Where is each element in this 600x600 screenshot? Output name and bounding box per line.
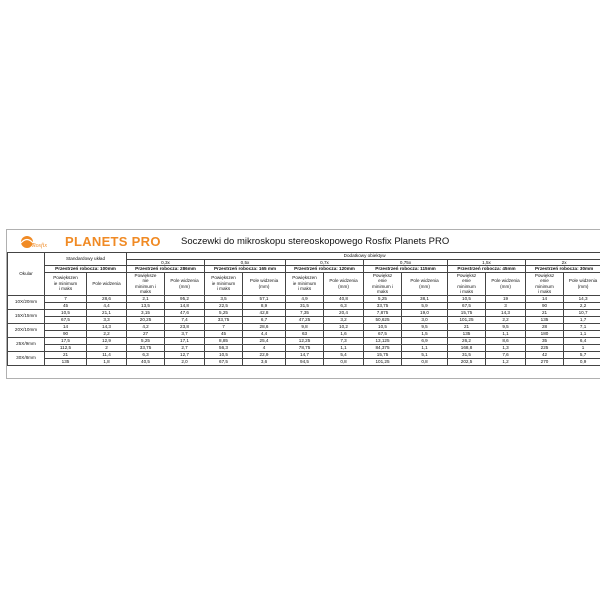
table-cell: 6,9 xyxy=(402,337,448,344)
table-cell: 4,2 xyxy=(127,323,165,330)
table-cell: 4 xyxy=(243,344,286,351)
objective-name: 1,5x xyxy=(448,259,526,266)
okular-value: 30X/8mm xyxy=(8,351,45,365)
table-cell: 1,3 xyxy=(486,344,526,351)
table-cell: 1,1 xyxy=(486,330,526,337)
table-cell: 101,25 xyxy=(448,316,486,323)
table-row xyxy=(8,295,600,302)
table-cell: 28,6 xyxy=(243,323,286,330)
workspace-label: Przestrzeń robocza: 45mm xyxy=(448,266,526,273)
table-cell: 57,1 xyxy=(243,295,286,302)
table-cell: 2,1 xyxy=(127,295,165,302)
table-cell: 84,375 xyxy=(364,344,402,351)
table-cell: 25,4 xyxy=(243,337,286,344)
dodatkowy-header: Dodatkowy obiektyw xyxy=(127,253,600,260)
table-cell: 21 xyxy=(448,323,486,330)
objective-name: 0,5x xyxy=(205,259,286,266)
table-cell: 42 xyxy=(526,351,564,358)
table-cell: 50,625 xyxy=(364,316,402,323)
table-cell: 0,8 xyxy=(402,358,448,365)
okular-value: 15X/15mm xyxy=(8,309,45,323)
table-cell: 10,5 xyxy=(45,309,87,316)
table-cell: 28,6 xyxy=(87,295,127,302)
table-cell: 1,2 xyxy=(486,358,526,365)
svg-text:Rosfix: Rosfix xyxy=(32,243,47,249)
table-row xyxy=(8,337,600,344)
table-cell: 2,7 xyxy=(165,344,205,351)
table-cell: 5,7 xyxy=(564,351,600,358)
table-cell: 7,6 xyxy=(486,351,526,358)
table-cell: 5,25 xyxy=(127,337,165,344)
magnification-label: Powiększen ie minimum i maks xyxy=(205,272,243,295)
table-cell: 33,75 xyxy=(364,302,402,309)
table-cell: 45 xyxy=(205,330,243,337)
header-row-workspace xyxy=(8,266,600,273)
table-cell: 6,4 xyxy=(564,337,600,344)
table-cell: 21 xyxy=(45,351,87,358)
table-cell: 7,1 xyxy=(564,323,600,330)
table-cell: 270 xyxy=(526,358,564,365)
table-cell: 7 xyxy=(205,323,243,330)
objective-name: 0,7x xyxy=(286,259,364,266)
table-cell: 7,875 xyxy=(364,309,402,316)
table-cell: 38,1 xyxy=(402,295,448,302)
table-cell: 1,5 xyxy=(402,330,448,337)
table-cell: 7 xyxy=(45,295,87,302)
table-cell: 19 xyxy=(486,295,526,302)
table-cell: 5,25 xyxy=(205,309,243,316)
table-cell: 67,5 xyxy=(364,330,402,337)
table-cell: 7,35 xyxy=(286,309,324,316)
magnification-label: Powiększen ie minimum i maks xyxy=(45,272,87,295)
table-cell: 1,8 xyxy=(87,358,127,365)
rosfix-logo-icon xyxy=(19,233,55,250)
table-cell: 33,75 xyxy=(127,344,165,351)
table-cell: 23,8 xyxy=(165,323,205,330)
table-cell: 1,1 xyxy=(564,330,600,337)
workspace-label: Przestrzeń robocza: 120mm xyxy=(286,266,364,273)
table-cell: 3,0 xyxy=(402,316,448,323)
table-cell: 14 xyxy=(526,295,564,302)
table-cell: 1,7 xyxy=(564,316,600,323)
magnification-label: Powiększen ie minimum i maks xyxy=(286,272,324,295)
table-cell: 101,25 xyxy=(364,358,402,365)
table-cell: 2,2 xyxy=(87,330,127,337)
table-cell: 8,6 xyxy=(486,337,526,344)
table-cell: 20,25 xyxy=(127,316,165,323)
table-cell: 10,5 xyxy=(364,323,402,330)
table-cell: 5,4 xyxy=(324,351,364,358)
objective-name: 0,3x xyxy=(127,259,205,266)
table-cell: 2,2 xyxy=(564,302,600,309)
table-cell: 22,9 xyxy=(243,351,286,358)
table-cell: 12,25 xyxy=(286,337,324,344)
table-row xyxy=(8,330,600,337)
fov-label: Pole widzenia (mm) xyxy=(165,272,205,295)
table-cell: 40,8 xyxy=(324,295,364,302)
table-cell: 10,2 xyxy=(324,323,364,330)
table-cell: 0,9 xyxy=(564,358,600,365)
table-cell: 12,9 xyxy=(87,337,127,344)
table-cell: 3,3 xyxy=(87,316,127,323)
fov-label: Pole widzenia xyxy=(87,272,127,295)
table-cell: 33,75 xyxy=(205,316,243,323)
magnification-label: Powiększ enie minimum i maks xyxy=(526,272,564,295)
brand-header xyxy=(7,230,600,252)
workspace-label: Przestrzeń robocza: 165 mm xyxy=(205,266,286,273)
table-cell: 28 xyxy=(526,323,564,330)
table-cell: 4,4 xyxy=(243,330,286,337)
table-row xyxy=(8,358,600,365)
table-cell: 63 xyxy=(286,330,324,337)
workspace-label: Przestrzeń robocza: 115mm xyxy=(364,266,448,273)
table-cell: 10,5 xyxy=(448,295,486,302)
table-row xyxy=(8,323,600,330)
table-cell: 5,25 xyxy=(364,295,402,302)
brand-name: PLANETS PRO xyxy=(65,234,161,249)
table-cell: 2,0 xyxy=(165,358,205,365)
okular-value: 10X/20mm xyxy=(8,295,45,309)
table-cell: 22,5 xyxy=(205,302,243,309)
spec-sheet xyxy=(6,229,600,379)
table-cell: 45 xyxy=(45,302,87,309)
table-cell: 135 xyxy=(526,316,564,323)
table-cell: 202,5 xyxy=(448,358,486,365)
fov-label: Pole widzenia (mm) xyxy=(564,272,600,295)
table-cell: 7,4 xyxy=(165,316,205,323)
table-cell: 10,5 xyxy=(205,351,243,358)
table-cell: 10,7 xyxy=(564,309,600,316)
standard-header: Standardowy układ xyxy=(45,253,127,266)
table-cell: 5,1 xyxy=(402,351,448,358)
table-cell: 8,9 xyxy=(243,302,286,309)
table-cell: 4,4 xyxy=(87,302,127,309)
table-cell: 17,5 xyxy=(45,337,87,344)
table-cell: 56,3 xyxy=(205,344,243,351)
table-cell: 1,1 xyxy=(324,344,364,351)
table-cell: 7,3 xyxy=(324,337,364,344)
table-row xyxy=(8,316,600,323)
table-cell: 31,5 xyxy=(286,302,324,309)
workspace-label: Przestrzeń robocza: 30mm xyxy=(526,266,600,273)
table-cell: 19,0 xyxy=(402,309,448,316)
specs-table xyxy=(7,252,600,366)
table-row xyxy=(8,309,600,316)
table-cell: 9,5 xyxy=(486,323,526,330)
table-cell: 47,25 xyxy=(286,316,324,323)
table-cell: 6,3 xyxy=(127,351,165,358)
magnification-label: Powiększ enie minimum i maks xyxy=(448,272,486,295)
table-cell: 3,15 xyxy=(127,309,165,316)
table-cell: 9,5 xyxy=(402,323,448,330)
table-cell: 9,8 xyxy=(286,323,324,330)
okular-value: 25X/9mm xyxy=(8,337,45,351)
fov-label: Pole widzenia (mm) xyxy=(402,272,448,295)
table-cell: 5,9 xyxy=(402,302,448,309)
table-cell: 6,3 xyxy=(324,302,364,309)
table-cell: 13,5 xyxy=(127,302,165,309)
table-cell: 20,4 xyxy=(324,309,364,316)
magnification-label: Powiększ enie minimum i maks xyxy=(364,272,402,295)
table-cell: 67,5 xyxy=(205,358,243,365)
table-cell: 40,5 xyxy=(127,358,165,365)
fov-label: Pole widzenia (mm) xyxy=(324,272,364,295)
table-cell: 135 xyxy=(448,330,486,337)
fov-label: Pole widzenia (mm) xyxy=(243,272,286,295)
table-cell: 1,1 xyxy=(402,344,448,351)
table-cell: 21,1 xyxy=(87,309,127,316)
okular-header: Okular xyxy=(8,253,45,296)
workspace-label: Przestrzeń robocza: 286mm xyxy=(127,266,205,273)
document-title: Soczewki do mikroskopu stereoskopowego Rosfix Planets PRO xyxy=(181,236,450,247)
header-row-sub xyxy=(8,272,600,295)
table-cell: 14,8 xyxy=(165,302,205,309)
table-cell: 3,7 xyxy=(165,330,205,337)
table-cell: 8,85 xyxy=(205,337,243,344)
table-cell: 3,5 xyxy=(205,295,243,302)
table-cell: 95,2 xyxy=(165,295,205,302)
table-cell: 112,5 xyxy=(45,344,87,351)
table-cell: 3,2 xyxy=(324,316,364,323)
table-cell: 78,75 xyxy=(286,344,324,351)
table-cell: 11,4 xyxy=(87,351,127,358)
table-cell: 14,3 xyxy=(486,309,526,316)
table-cell: 6,7 xyxy=(243,316,286,323)
table-cell: 90 xyxy=(45,330,87,337)
table-cell: 12,7 xyxy=(165,351,205,358)
table-cell: 47,6 xyxy=(165,309,205,316)
workspace-label: Przestrzeń robocza: 100mm xyxy=(45,266,127,273)
table-row xyxy=(8,344,600,351)
table-cell: 14,3 xyxy=(87,323,127,330)
objective-name: 2x xyxy=(526,259,600,266)
table-cell: 2,2 xyxy=(486,316,526,323)
table-cell: 26,2 xyxy=(448,337,486,344)
table-cell: 3,6 xyxy=(243,358,286,365)
table-cell: 35 xyxy=(526,337,564,344)
table-cell: 4,9 xyxy=(286,295,324,302)
table-cell: 1,6 xyxy=(324,330,364,337)
table-cell: 225 xyxy=(526,344,564,351)
table-cell: 31,5 xyxy=(448,351,486,358)
table-cell: 67,5 xyxy=(45,316,87,323)
table-cell: 168,8 xyxy=(448,344,486,351)
table-cell: 13,125 xyxy=(364,337,402,344)
table-cell: 1 xyxy=(564,344,600,351)
fov-label: Pole widzenia (mm) xyxy=(486,272,526,295)
table-cell: 94,5 xyxy=(286,358,324,365)
okular-value: 20X/10mm xyxy=(8,323,45,337)
table-cell: 2 xyxy=(87,344,127,351)
objective-name: 0,75x xyxy=(364,259,448,266)
table-cell: 67,5 xyxy=(448,302,486,309)
table-cell: 42,8 xyxy=(243,309,286,316)
table-row xyxy=(8,351,600,358)
table-cell: 135 xyxy=(45,358,87,365)
table-cell: 15,75 xyxy=(448,309,486,316)
table-cell: 14,3 xyxy=(564,295,600,302)
table-cell: 21 xyxy=(526,309,564,316)
table-cell: 3 xyxy=(486,302,526,309)
table-cell: 27 xyxy=(127,330,165,337)
table-cell: 0,8 xyxy=(324,358,364,365)
table-row xyxy=(8,302,600,309)
table-cell: 14,7 xyxy=(286,351,324,358)
magnification-label: Powiększe nie minimum i maks xyxy=(127,272,165,295)
table-cell: 180 xyxy=(526,330,564,337)
table-cell: 15,75 xyxy=(364,351,402,358)
table-cell: 90 xyxy=(526,302,564,309)
table-cell: 14 xyxy=(45,323,87,330)
table-cell: 17,1 xyxy=(165,337,205,344)
